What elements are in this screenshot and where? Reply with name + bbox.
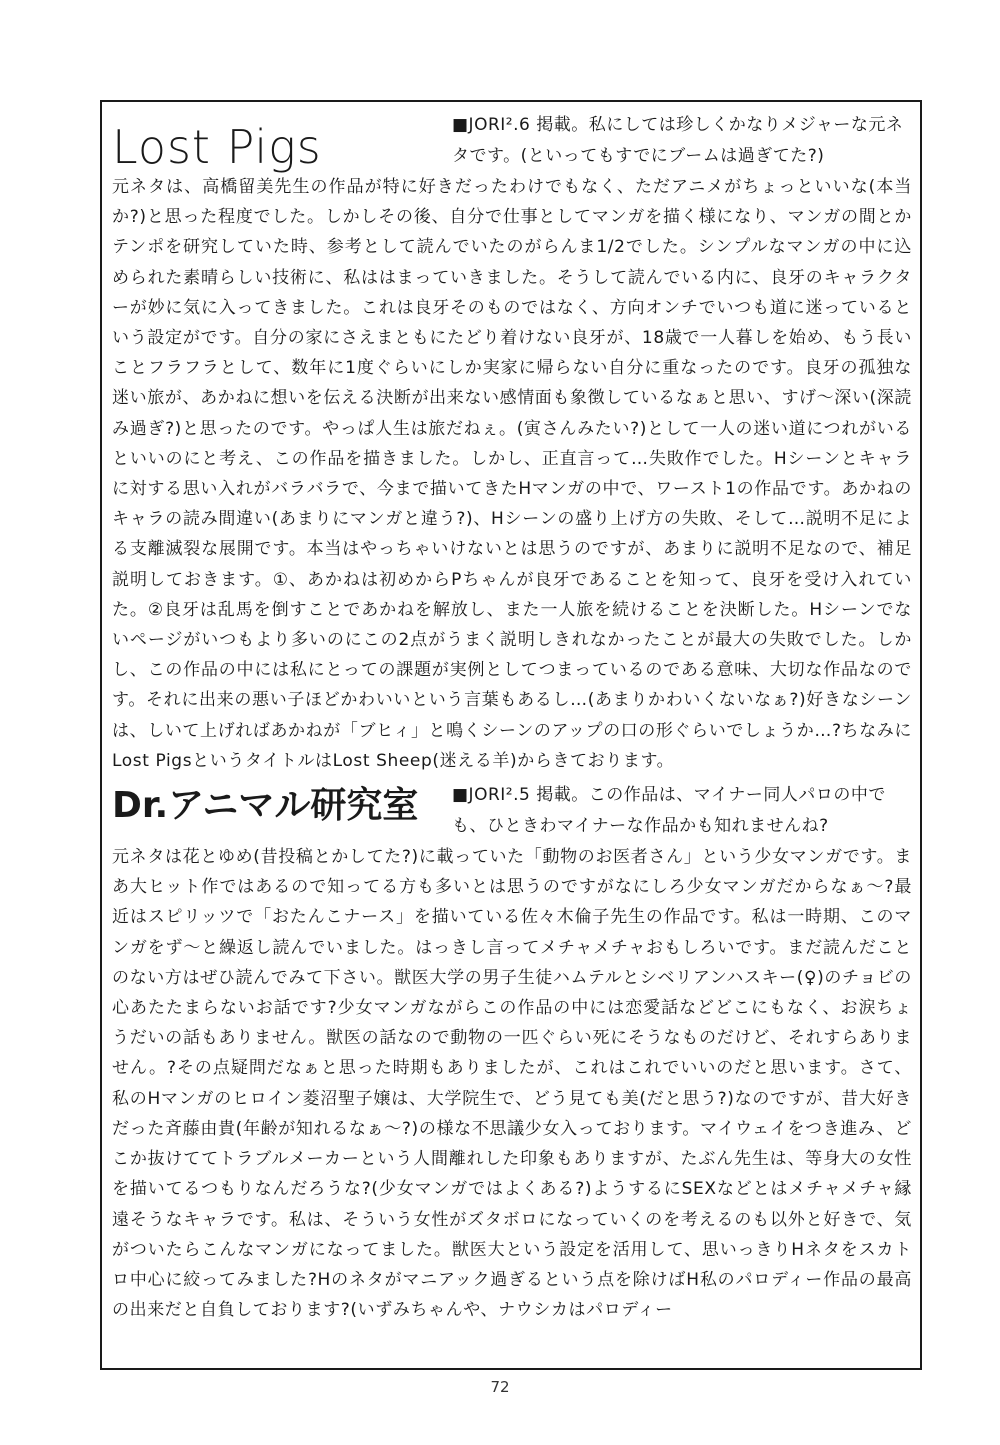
section1-note: ■JORI².6 掲載。私にしては珍しくかなりメジャーな元ネタです。(といってもすでにブームは過ぎてた?) xyxy=(452,115,904,166)
section1-body: 元ネタは、高橋留美先生の作品が特に好きだったわけでもなく、ただアニメがちょっといいな(本当か?)と思った程度でした。しかしその後、自分で仕事としてマンガを描く様になり、マンガの間とかテンポを研究していた時、参考として読んでいたのがらんま1/2でした。シンプルなマンガの中に込められた素晴らしい技術に、私ははまっていきました。そうして読んでいる内に、良牙のキャラクターが妙に気に入ってきました。これは良牙そのものではなく、方向オンチでいつも道に迷っているという設定がです。自分の家にさえまともにたどり着けない良牙が、18歳で一人暮しを始め、もう長いことフラフラとして、数年に1度ぐらいにしか実家に帰らない自分に重なったのです。良牙の孤独な迷い旅が、あかねに想いを伝える決断が出来ない感情面も象徴しているなぁと思い、すげ〜深い(深読み過ぎ?)と思ったのです。やっぱ人生は旅だねぇ。(寅さんみたい?)として一人の迷い道につれがいるといいのにと考え、この作品を描きました。しかし、正直言って…失敗作でした。Hシーンとキャラに対する思い入れがバラバラで、今まで描いてきたHマンガの中で、ワースト1の作品です。あかねのキャラの読み間違い(あまりにマンガと違う?)、Hシーンの盛り上げ方の失敗、そして…説明不足による支離滅裂な展開です。本当はやっちゃいけないとは思うのですが、あまりに説明不足なので、補足説明しておきます。①、あかねは初めからPちゃんが良牙であることを知って、良牙を受け入れていた。②良牙は乱馬を倒すことであかねを解放し、また一人旅を続けることを決断した。Hシーンでないページがいつもより多いのにこの2点がうまく説明しきれなかったことが最大の失敗でした。しかし、この作品の中には私にとっての課題が実例としてつまっているのである意味、大切な作品なのです。それに出来の悪い子ほどかわいいという言葉もあるし…(あまりかわいくないなぁ?)好きなシーンは、しいて上げればあかねが「ブヒィ」と鳴くシーンのアップの口の形ぐらいでしょうか…?ちなみにLost PigsというタイトルはLost Sheep(迷える羊)からきております。 xyxy=(112,177,912,771)
section1-title: Lost Pigs xyxy=(112,120,322,174)
page-number: 72 xyxy=(490,1378,510,1396)
text-frame xyxy=(100,100,922,1370)
section2-note: ■JORI².5 掲載。この作品は、マイナー同人パロの中でも、ひときわマイナーな作品かも知れませんね? xyxy=(452,785,886,837)
frame-inner xyxy=(112,110,912,1362)
section2-title: Dr.アニマル研究室 xyxy=(112,785,419,827)
section2-body: 元ネタは花とゆめ(昔投稿とかしてた?)に載っていた「動物のお医者さん」という少女マンガです。まあ大ヒット作ではあるので知ってる方も多いとは思うのですがなにしろ少女マンガだからなぁ〜?最近はスピリッツで「おたんこナース」を描いている佐々木倫子先生の作品です。私は一時期、このマンガをず〜と繰返し読んでいました。はっきし言ってメチャメチャおもしろいです。まだ読んだことのない方はぜひ読んでみて下さい。獣医大学の男子生徒ハムテルとシベリアンハスキー(♀)のチョビの心あたたまらないお話です?少女マンガながらこの作品の中には恋愛話などどこにもなく、お涙ちょうだいの話もありません。獣医の話なので動物の一匹ぐらい死にそうなものだけど、それすらありません。?その点疑問だなぁと思った時期もありましたが、これはこれでいいのだと思います。さて、私のHマンガのヒロイン菱沼聖子嬢は、大学院生で、どう見ても美(だと思う?)なのですが、昔大好きだった斉藤由貴(年齢が知れるなぁ〜?)の様な不思議少女入っております。マイウェイをつき進み、どこか抜けててトラブルメーカーという人間離れした印象もありますが、たぶん先生は、等身大の女性を描いてるつもりなんだろうな?(少女マンガではよくある?)ようするにSEXなどとはメチャメチャ縁遠そうなキャラです。私は、そういう女性がズタボロになっていくのを考えるのも以外と好きで、気がついたらこんなマンガになってました。獣医大という設定を活用して、思いっきりHネタをスカトロ中心に絞ってみました?Hのネタがマニアック過ぎるという点を除けばH私のパロディー作品の最高の出来だと自負しております?(いずみちゃんや、ナウシカはパロディー xyxy=(112,847,912,1321)
section1-header xyxy=(112,110,912,172)
section2-header xyxy=(112,780,912,842)
